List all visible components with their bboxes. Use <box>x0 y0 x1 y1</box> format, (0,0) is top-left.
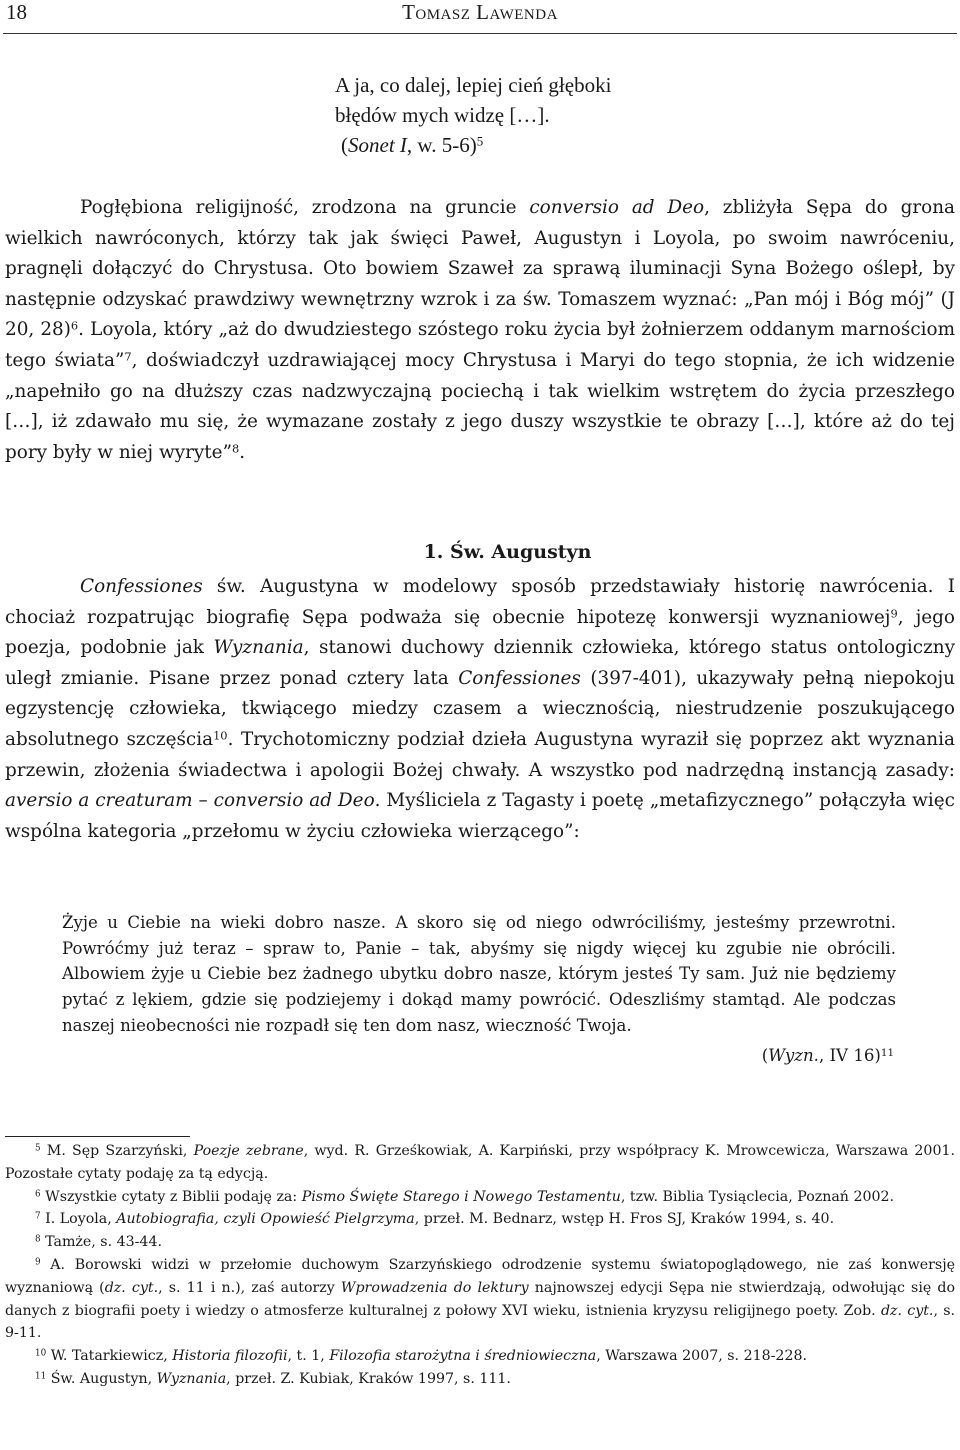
italic-term: conversio ad Deo <box>529 197 705 218</box>
paragraph-1: Pogłębiona religijność, zrodzona na gruncie conversio ad Deo, zbliżyła Sępa do grona wielkich nawróconych, którzy tak jak święci Paweł, Augustyn i Loyola, po swoim nawróceniu, pragnęli dołączyć do Chrystusa. Oto bowiem Szaweł za sprawą iluminacji Syna Bożego oślepł, by następnie odzyskać prawdziwy wewnętrzny wzrok i za św. Tomaszem wyznać: „Pan mój i Bóg mój” (J 20, 28)$^6$. Loyola, który „aż do dwudziestego szóstego roku życia był żołnierzem oddanym marnościom tego świata”$^7$, doświadczył uzdrawiającej mocy Chrystusa i Maryi do tego stopnia, że ich widzenie „napełniło go na dłuższy czas nadzwyczajną pociechą i tak wielkim wstrętem do życia przeszłego […], iż zdawało mu się, że wymazane zostały z jego duszy wszystkie te obrazy […], które aż do tej pory były w niej wyryte”$^8$. <box>5 197 956 463</box>
page-number: 18 <box>6 0 27 24</box>
poem-source: (Sonet I, w. 5-6)$^5$ <box>341 133 484 157</box>
italic-term: Confessiones <box>80 576 203 597</box>
poem-line: błędów mych widzę […]. <box>335 103 550 127</box>
footnote-9: $^9$ A. Borowski widzi w przełomie duchowym Szarzyńskiego odrodzenie systemu światopoglądowego, nie zaś konwersję wyznaniową (dz. cyt., s. 11 i n.), zaś autorzy Wprowadzenia do lektury najnowszej edycji Sępa nie stwierdzają, odwołując się do danych z biografii poety i wiedzy o atmosferze kulturalnej z połowy XVI wieku, istnienia kryzysu religijnego poety. Zob. dz. cyt., s. 9-11. <box>5 1256 955 1342</box>
quote-source: (Wyzn., IV 16)$^{11}$ <box>761 1045 894 1065</box>
footnotes <box>5 1140 955 1391</box>
footnote-ref: 5 <box>476 133 484 149</box>
poem-source-title: Sonet I <box>348 133 407 157</box>
poem-epigraph <box>335 70 611 160</box>
italic-term: Confessiones <box>458 667 581 689</box>
footnote-7: $^7$ I. Loyola, Autobiografia, czyli Opowieść Pielgrzyma, przeł. M. Bednarz, wstęp H. Fros SJ, Kraków 1994, s. 40. <box>35 1211 835 1228</box>
footnote-ref: 9 <box>890 605 898 620</box>
footnote-ref: 6 <box>70 318 79 333</box>
section-heading: 1. Św. Augustyn <box>423 541 592 563</box>
footnote-ref: 7 <box>124 349 132 364</box>
footnote-10: $^{10}$ W. Tatarkiewicz, Historia filozofii, t. 1, Filozofia starożytna i średniowieczna, Warszawa 2007, s. 218-228. <box>35 1348 808 1365</box>
footnote-11: $^{11}$ Św. Augustyn, Wyznania, przeł. Z. Kubiak, Kraków 1997, s. 111. <box>35 1370 511 1387</box>
italic-term: Wyznania <box>213 637 304 659</box>
paragraph-2: Confessiones św. Augustyna w modelowy sposób przedstawiały historię nawrócenia. I chociaż rozpatrując biografię Sępa podważa się obecnie hipotezę konwersji wyznaniowej$^9$, jego poezja, podobnie jak Wyznania, stanowi duchowy dziennik człowieka, którego status ontologiczny uległ zmianie. Pisane przez ponad cztery lata Confessiones (397-401), ukazywały pełną niepokoju egzystencję człowieka, tkwiącego miedzy czasem a wiecznością, niestrudzenie poszukującego absolutnego szczęścia$^{10}$. Trychotomiczny podział dzieła Augustyna wyraził się poprzez akt wyznania przewin, złożenia świadectwa i apologii Bożej chwały. A wszystko pod nadrzędną instancją zasady: aversio a creaturam – conversio ad Deo. Myśliciela z Tagasty i poetę „metafizycznego” połączyła więc wspólna kategoria „przełomu w życiu człowieka wierzącego”: <box>5 576 956 842</box>
header-rule <box>3 33 957 34</box>
quote-text: Żyje u Ciebie na wieki dobro nasze. A skoro się od niego odwróciliśmy, jesteśmy przewrotni. Powróćmy już teraz – spraw to, Panie – tak, abyśmy się nigdy więcej ku zgubie nie obrócili. Albowiem żyje u Ciebie bez żadnego ubytku dobro nasze, którym jesteś Ty sam. Już nie będziemy pytać z lękiem, gdzie się podziejemy i dokąd mamy powrócić. Odeszliśmy stamtąd. Ale podczas naszej nieobecności nie rozpadł się ten dom nasz, wieczność Twoja. <box>62 913 896 1035</box>
footnote-8: $^8$ Tamże, s. 43-44. <box>35 1234 162 1251</box>
footnote-6: $^6$ Wszystkie cytaty z Biblii podaję za: Pismo Święte Starego i Nowego Testamentu, tzw. Biblia Tysiąclecia, Poznań 2002. <box>35 1188 895 1205</box>
italic-term: aversio a creaturam – conversio ad Deo <box>5 790 375 812</box>
running-head: Tomasz Lawenda <box>402 0 558 24</box>
block-quote <box>62 910 896 1068</box>
page-header <box>0 0 960 34</box>
footnote-ref: 10 <box>213 728 228 743</box>
footnote-5: $^5$ M. Sęp Szarzyński, Poezje zebrane, wyd. R. Grześkowiak, A. Karpiński, przy współpracy K. Mrowcewicza, Warszawa 2001. Pozostałe cytaty podaję za tą edycją. <box>5 1143 956 1182</box>
footnote-ref: 11 <box>880 1046 894 1059</box>
footnote-rule <box>5 1136 190 1137</box>
footnote-ref: 8 <box>231 441 240 456</box>
poem-line: A ja, co dalej, lepiej cień głęboki <box>335 73 612 97</box>
